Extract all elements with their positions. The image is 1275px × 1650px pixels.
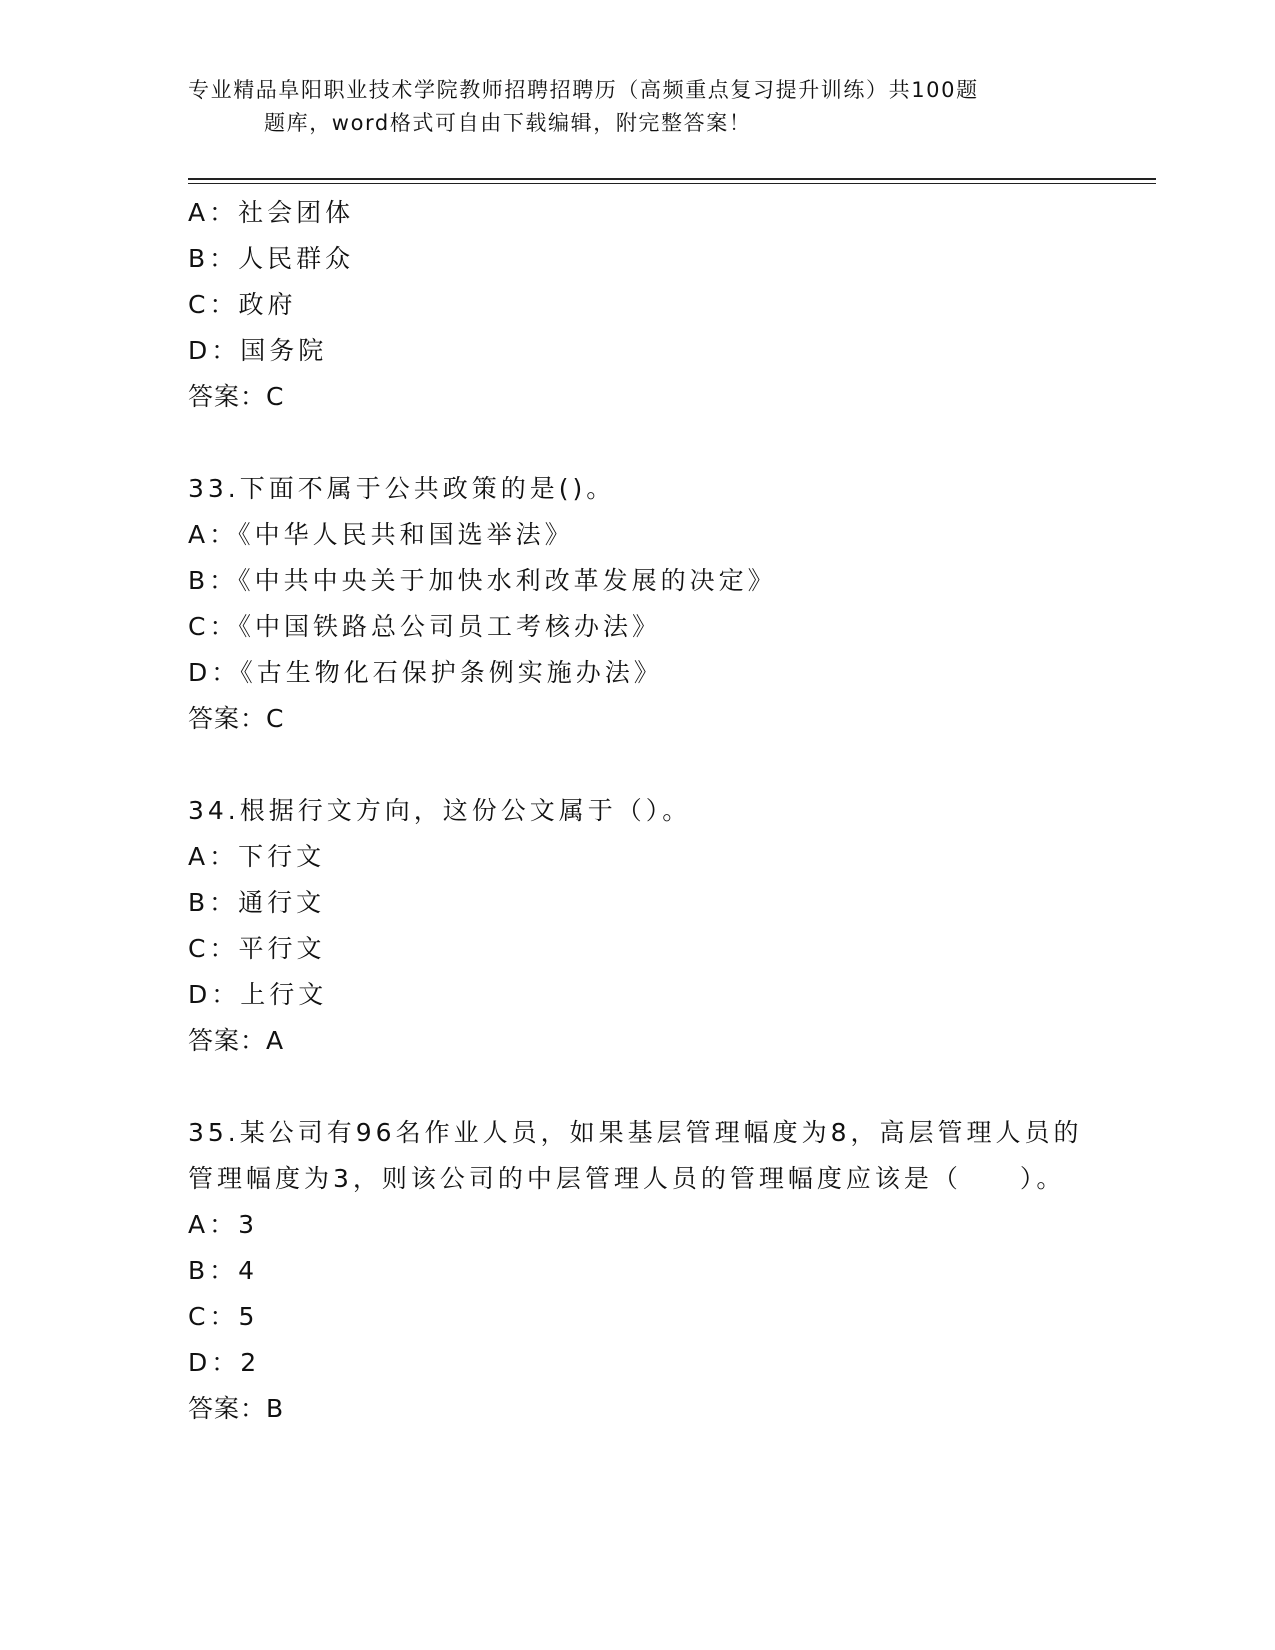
option-b: B：人民群众: [188, 244, 355, 273]
option-d: D：国务院: [188, 336, 328, 365]
header-title-line-1: 专业精品阜阳职业技术学院教师招聘招聘历（高频重点复习提升训练）共100题: [188, 78, 979, 102]
question-block-35: [188, 1110, 1088, 1432]
question-text-line-1: 35.某公司有96名作业人员，如果基层管理幅度为8，高层管理人员的: [188, 1118, 1083, 1147]
block-spacer: [188, 420, 1088, 466]
option-c: C：5: [188, 1302, 259, 1331]
answer-label: 答案：B: [188, 1394, 285, 1423]
header-title-line-2: 题库，word格式可自由下载编辑，附完整答案！: [264, 111, 752, 135]
option-c: C：平行文: [188, 934, 326, 963]
answer-label: 答案：C: [188, 704, 285, 733]
question-list: [188, 190, 1088, 1432]
option-b: B：《中共中央关于加快水利改革发展的决定》: [188, 566, 777, 595]
document-header: [188, 74, 1068, 140]
question-text: 34.根据行文方向，这份公文属于（）。: [188, 796, 692, 825]
block-spacer: [188, 742, 1088, 788]
option-d: D：2: [188, 1348, 261, 1377]
header-divider-thin: [188, 183, 1156, 184]
answer-label: 答案：A: [188, 1026, 285, 1055]
question-text: 33.下面不属于公共政策的是()。: [188, 474, 616, 503]
option-a: A：社会团体: [188, 198, 355, 227]
answer-label: 答案：C: [188, 382, 285, 411]
option-d: D：上行文: [188, 980, 328, 1009]
option-d: D：《古生物化石保护条例实施办法》: [188, 658, 663, 687]
option-a: A：《中华人民共和国选举法》: [188, 520, 574, 549]
question-block-34: [188, 788, 1088, 1064]
question-text-line-2: 管理幅度为3，则该公司的中层管理人员的管理幅度应该是（ ）。: [188, 1164, 1066, 1193]
question-block-32: [188, 190, 1088, 420]
header-divider-thick: [188, 178, 1156, 180]
option-a: A：下行文: [188, 842, 326, 871]
option-c: C：《中国铁路总公司员工考核办法》: [188, 612, 661, 641]
option-a: A：3: [188, 1210, 259, 1239]
option-b: B：4: [188, 1256, 259, 1285]
option-b: B：通行文: [188, 888, 326, 917]
option-c: C：政府: [188, 290, 297, 319]
block-spacer: [188, 1064, 1088, 1110]
question-block-33: [188, 466, 1088, 742]
